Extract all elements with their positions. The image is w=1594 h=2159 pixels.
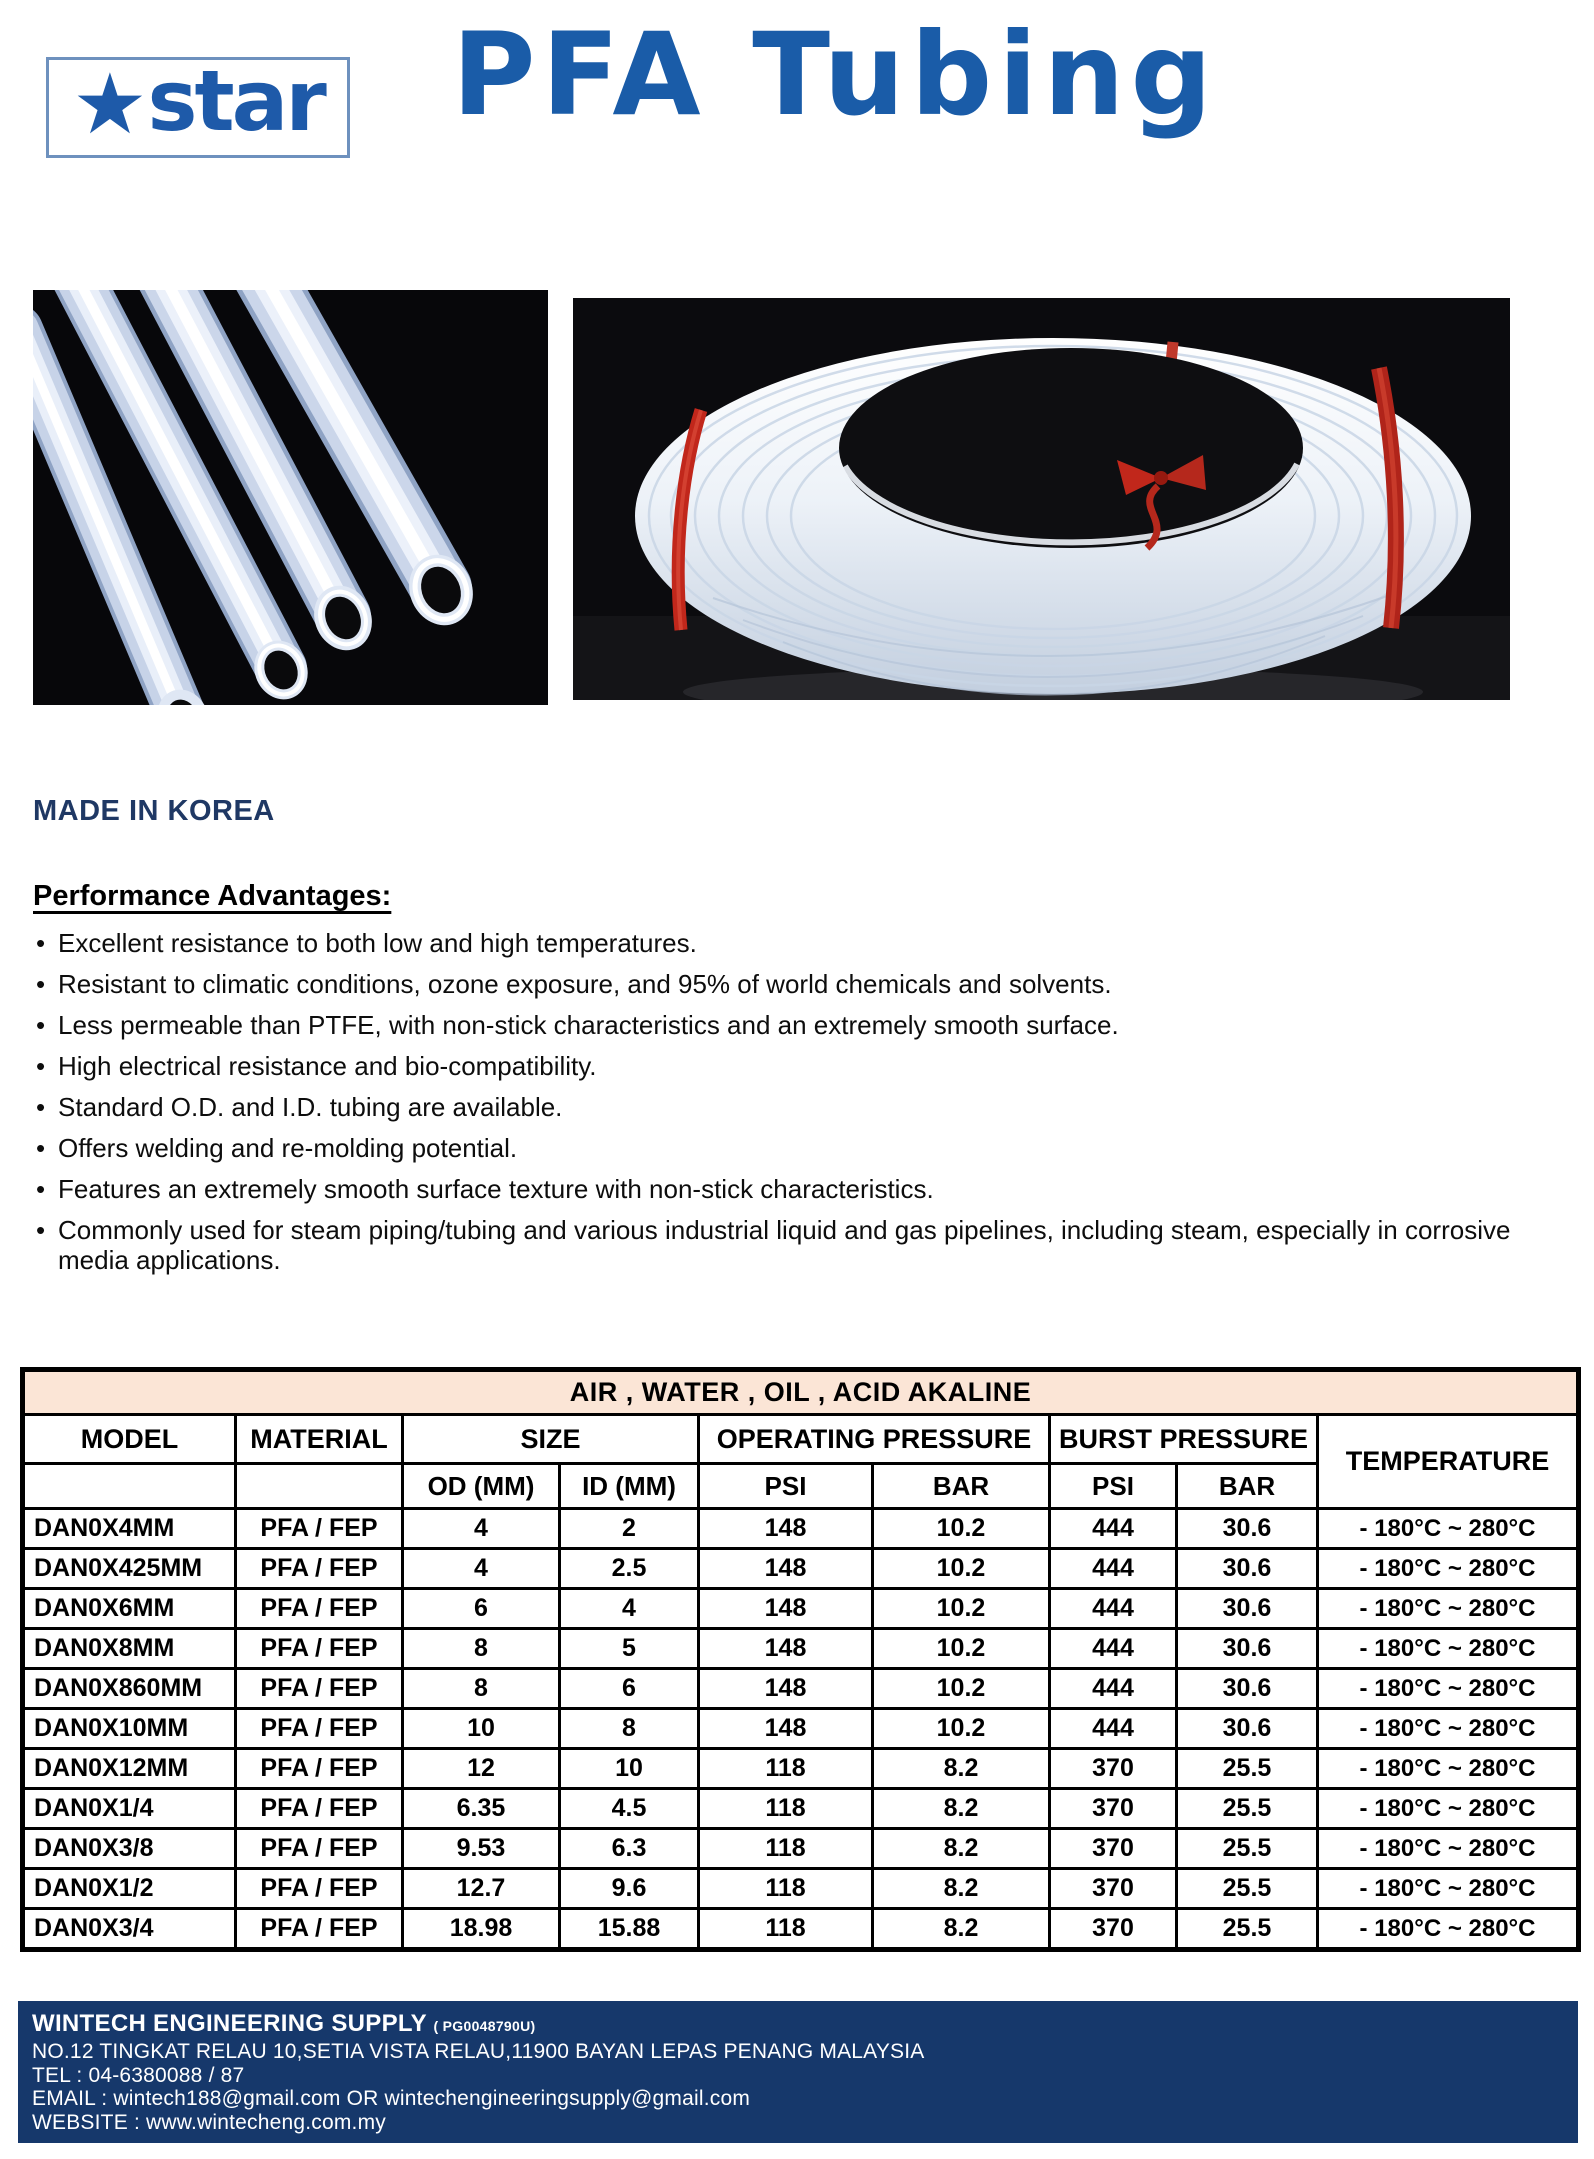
table-banner-row	[23, 1370, 1579, 1415]
table-header-row-1	[23, 1415, 1579, 1464]
cell-model: DAN0X12MM	[23, 1749, 236, 1789]
cell-burst-bar: 25.5	[1177, 1909, 1318, 1950]
company-tel: TEL : 04-6380088 / 87	[32, 2063, 245, 2087]
page-title: PFA Tubing	[452, 8, 1219, 141]
coil-photo	[573, 298, 1510, 700]
advantage-bullet: • Standard O.D. and I.D. tubing are available.	[33, 1092, 1558, 1122]
cell-temperature: - 180°C ~ 280°C	[1318, 1749, 1579, 1789]
col-header-model: MODEL	[23, 1415, 236, 1464]
cell-op-bar: 10.2	[873, 1709, 1050, 1749]
advantage-bullet: • Less permeable than PTFE, with non-stick characteristics and an extremely smooth surface.	[33, 1010, 1558, 1040]
cell-op-bar: 10.2	[873, 1509, 1050, 1549]
cell-burst-bar: 25.5	[1177, 1789, 1318, 1829]
cell-id: 2	[560, 1509, 699, 1549]
col-subheader-burst-bar: BAR	[1177, 1464, 1318, 1509]
col-subheader-burst-psi: PSI	[1050, 1464, 1177, 1509]
advantage-bullet: • Commonly used for steam piping/tubing and various industrial liquid and gas pipelines, including steam, especially in corrosive media applications.	[33, 1215, 1558, 1275]
advantages-heading: Performance Advantages:	[33, 880, 392, 912]
cell-model: DAN0X860MM	[23, 1669, 236, 1709]
cell-id: 4.5	[560, 1789, 699, 1829]
star-icon: ★	[72, 56, 148, 151]
cell-model: DAN0X425MM	[23, 1549, 236, 1589]
company-website: WEBSITE : www.wintecheng.com.my	[32, 2110, 386, 2134]
cell-model: DAN0X3/8	[23, 1829, 236, 1869]
cell-burst-bar: 30.6	[1177, 1549, 1318, 1589]
cell-od: 10	[403, 1709, 560, 1749]
cell-op-psi: 148	[699, 1589, 873, 1629]
cell-op-psi: 148	[699, 1509, 873, 1549]
table-row	[23, 1829, 1579, 1869]
cell-od: 12	[403, 1749, 560, 1789]
table-row	[23, 1549, 1579, 1589]
cell-model: DAN0X3/4	[23, 1909, 236, 1950]
table-row	[23, 1589, 1579, 1629]
cell-temperature: - 180°C ~ 280°C	[1318, 1909, 1579, 1950]
cell-burst-psi: 444	[1050, 1709, 1177, 1749]
tubes-photo	[33, 290, 548, 705]
cell-burst-psi: 444	[1050, 1669, 1177, 1709]
cell-burst-psi: 444	[1050, 1549, 1177, 1589]
advantage-bullet: • Excellent resistance to both low and high temperatures.	[33, 928, 1558, 958]
spec-table-container	[20, 1367, 1581, 1952]
cell-model: DAN0X1/4	[23, 1789, 236, 1829]
col-header-burst-pressure: BURST PRESSURE	[1050, 1415, 1318, 1464]
cell-id: 6.3	[560, 1829, 699, 1869]
cell-op-bar: 8.2	[873, 1829, 1050, 1869]
cell-burst-bar: 25.5	[1177, 1749, 1318, 1789]
cell-temperature: - 180°C ~ 280°C	[1318, 1789, 1579, 1829]
cell-temperature: - 180°C ~ 280°C	[1318, 1509, 1579, 1549]
cell-burst-bar: 25.5	[1177, 1869, 1318, 1909]
col-subheader-op-psi: PSI	[699, 1464, 873, 1509]
cell-model: DAN0X10MM	[23, 1709, 236, 1749]
col-subheader-empty-model	[23, 1464, 236, 1509]
col-subheader-op-bar: BAR	[873, 1464, 1050, 1509]
cell-op-psi: 118	[699, 1789, 873, 1829]
cell-op-bar: 8.2	[873, 1869, 1050, 1909]
cell-id: 10	[560, 1749, 699, 1789]
cell-burst-psi: 370	[1050, 1829, 1177, 1869]
cell-temperature: - 180°C ~ 280°C	[1318, 1669, 1579, 1709]
cell-material: PFA / FEP	[236, 1869, 403, 1909]
cell-id: 4	[560, 1589, 699, 1629]
cell-temperature: - 180°C ~ 280°C	[1318, 1629, 1579, 1669]
footer-contact-band	[18, 2001, 1578, 2143]
cell-temperature: - 180°C ~ 280°C	[1318, 1869, 1579, 1909]
cell-material: PFA / FEP	[236, 1589, 403, 1629]
cell-id: 6	[560, 1669, 699, 1709]
cell-od: 6.35	[403, 1789, 560, 1829]
cell-model: DAN0X1/2	[23, 1869, 236, 1909]
cell-op-bar: 10.2	[873, 1629, 1050, 1669]
advantage-bullet: • Features an extremely smooth surface texture with non-stick characteristics.	[33, 1174, 1558, 1204]
col-subheader-od: OD (MM)	[403, 1464, 560, 1509]
cell-od: 6	[403, 1589, 560, 1629]
cell-material: PFA / FEP	[236, 1669, 403, 1709]
cell-op-bar: 8.2	[873, 1909, 1050, 1950]
spec-table-body	[23, 1509, 1579, 1950]
col-header-temperature: TEMPERATURE	[1318, 1415, 1579, 1509]
table-row	[23, 1869, 1579, 1909]
made-in-korea-label: MADE IN KOREA	[33, 795, 275, 827]
table-row	[23, 1509, 1579, 1549]
table-row	[23, 1749, 1579, 1789]
advantage-bullet: • High electrical resistance and bio-compatibility.	[33, 1051, 1558, 1081]
table-row	[23, 1629, 1579, 1669]
col-subheader-id: ID (MM)	[560, 1464, 699, 1509]
cell-id: 5	[560, 1629, 699, 1669]
cell-material: PFA / FEP	[236, 1909, 403, 1950]
cell-id: 9.6	[560, 1869, 699, 1909]
cell-op-psi: 148	[699, 1709, 873, 1749]
company-registration: ( PG0048790U)	[433, 2018, 536, 2034]
cell-od: 18.98	[403, 1909, 560, 1950]
cell-op-psi: 148	[699, 1549, 873, 1589]
company-name: WINTECH ENGINEERING SUPPLY	[32, 2010, 427, 2037]
logo-text: star	[147, 51, 324, 150]
cell-temperature: - 180°C ~ 280°C	[1318, 1549, 1579, 1589]
cell-burst-bar: 30.6	[1177, 1509, 1318, 1549]
media-banner: AIR , WATER , OIL , ACID AKALINE	[23, 1370, 1579, 1415]
cell-op-bar: 10.2	[873, 1669, 1050, 1709]
company-name-line	[32, 2010, 1578, 2040]
advantage-bullet: • Resistant to climatic conditions, ozone exposure, and 95% of world chemicals and solvents.	[33, 969, 1558, 999]
col-header-operating-pressure: OPERATING PRESSURE	[699, 1415, 1050, 1464]
cell-burst-bar: 30.6	[1177, 1589, 1318, 1629]
advantages-list	[33, 928, 1558, 1286]
cell-material: PFA / FEP	[236, 1709, 403, 1749]
cell-burst-bar: 30.6	[1177, 1709, 1318, 1749]
cell-burst-psi: 444	[1050, 1509, 1177, 1549]
cell-material: PFA / FEP	[236, 1789, 403, 1829]
cell-burst-bar: 25.5	[1177, 1829, 1318, 1869]
cell-id: 8	[560, 1709, 699, 1749]
cell-op-bar: 10.2	[873, 1549, 1050, 1589]
spec-table	[20, 1367, 1581, 1952]
advantage-bullet: • Offers welding and re-molding potential.	[33, 1133, 1558, 1163]
cell-od: 4	[403, 1509, 560, 1549]
cell-op-psi: 118	[699, 1829, 873, 1869]
cell-op-bar: 10.2	[873, 1589, 1050, 1629]
cell-temperature: - 180°C ~ 280°C	[1318, 1589, 1579, 1629]
cell-id: 2.5	[560, 1549, 699, 1589]
cell-material: PFA / FEP	[236, 1509, 403, 1549]
col-subheader-empty-material	[236, 1464, 403, 1509]
col-header-material: MATERIAL	[236, 1415, 403, 1464]
cell-burst-psi: 370	[1050, 1749, 1177, 1789]
cell-model: DAN0X8MM	[23, 1629, 236, 1669]
cell-material: PFA / FEP	[236, 1629, 403, 1669]
company-email: EMAIL : wintech188@gmail.com OR wintechengineeringsupply@gmail.com	[32, 2087, 751, 2110]
cell-od: 8	[403, 1669, 560, 1709]
cell-op-psi: 118	[699, 1749, 873, 1789]
cell-op-bar: 8.2	[873, 1749, 1050, 1789]
cell-temperature: - 180°C ~ 280°C	[1318, 1829, 1579, 1869]
cell-model: DAN0X6MM	[23, 1589, 236, 1629]
cell-od: 12.7	[403, 1869, 560, 1909]
cell-material: PFA / FEP	[236, 1549, 403, 1589]
cell-model: DAN0X4MM	[23, 1509, 236, 1549]
cell-burst-psi: 370	[1050, 1909, 1177, 1950]
col-header-size: SIZE	[403, 1415, 699, 1464]
coil-hole	[839, 348, 1303, 548]
cell-op-bar: 8.2	[873, 1789, 1050, 1829]
cell-burst-bar: 30.6	[1177, 1629, 1318, 1669]
cell-op-psi: 148	[699, 1629, 873, 1669]
cell-id: 15.88	[560, 1909, 699, 1950]
cell-od: 9.53	[403, 1829, 560, 1869]
cell-burst-bar: 30.6	[1177, 1669, 1318, 1709]
cell-material: PFA / FEP	[236, 1829, 403, 1869]
cell-temperature: - 180°C ~ 280°C	[1318, 1709, 1579, 1749]
cell-burst-psi: 444	[1050, 1629, 1177, 1669]
cell-op-psi: 118	[699, 1869, 873, 1909]
table-row	[23, 1789, 1579, 1829]
table-row	[23, 1669, 1579, 1709]
cell-op-psi: 148	[699, 1669, 873, 1709]
cell-op-psi: 118	[699, 1909, 873, 1950]
cell-burst-psi: 370	[1050, 1869, 1177, 1909]
table-row	[23, 1909, 1579, 1950]
cell-od: 8	[403, 1629, 560, 1669]
cell-material: PFA / FEP	[236, 1749, 403, 1789]
cell-burst-psi: 370	[1050, 1789, 1177, 1829]
company-address: NO.12 TINGKAT RELAU 10,SETIA VISTA RELAU,11900 BAYAN LEPAS PENANG MALAYSIA	[32, 2040, 925, 2063]
cell-burst-psi: 444	[1050, 1589, 1177, 1629]
table-row	[23, 1709, 1579, 1749]
cell-od: 4	[403, 1549, 560, 1589]
star-logo	[46, 51, 350, 158]
